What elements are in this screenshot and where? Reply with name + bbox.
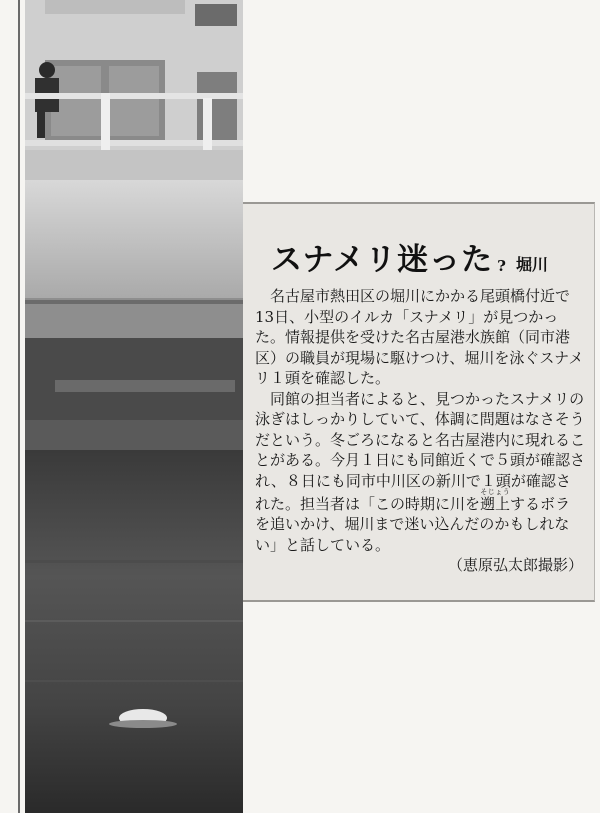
headline-question-mark: ? <box>497 257 506 275</box>
paragraph-2-start: 同館の担当者によると、見つかったスナメリの泳ぎはしっかりしていて、体調に問題はなさそうだという。冬ごろになると名古屋港内に現れることがある。今月１日にも同館近くで５頭が確認され、８日にも同市中川区の新川で１頭が確認された。担当者は「この時期に川を <box>255 389 586 513</box>
ruby-reading: そじょう <box>480 487 511 496</box>
finless-porpoise-photo <box>25 0 243 813</box>
paragraph-2-end: するボラを追いかけ、堀川まで迷い込んだのかもしれない」と話している。 <box>255 494 571 554</box>
news-article <box>243 202 595 602</box>
headline-text: スナメリ迷った <box>271 242 494 278</box>
ruby-base: 遡上 <box>480 494 511 513</box>
article-paragraph-1: 名古屋市熱田区の堀川にかかる尾頭橋付近で13日、小型のイルカ「スナメリ」が見つかった。情報提供を受けた名古屋港水族館（同市港区）の職員が現場に駆けつけ、堀川を泳ぐスナメリ１頭を確認した。 <box>255 287 584 387</box>
photo-credit: （恵原弘太郎撮影） <box>447 556 583 574</box>
headline-location: 堀川 <box>515 255 548 274</box>
article-headline <box>271 234 548 279</box>
ruby-word <box>480 487 511 513</box>
article-body <box>255 286 585 576</box>
article-paragraph-2 <box>255 389 585 556</box>
page-edge-line <box>18 0 20 813</box>
